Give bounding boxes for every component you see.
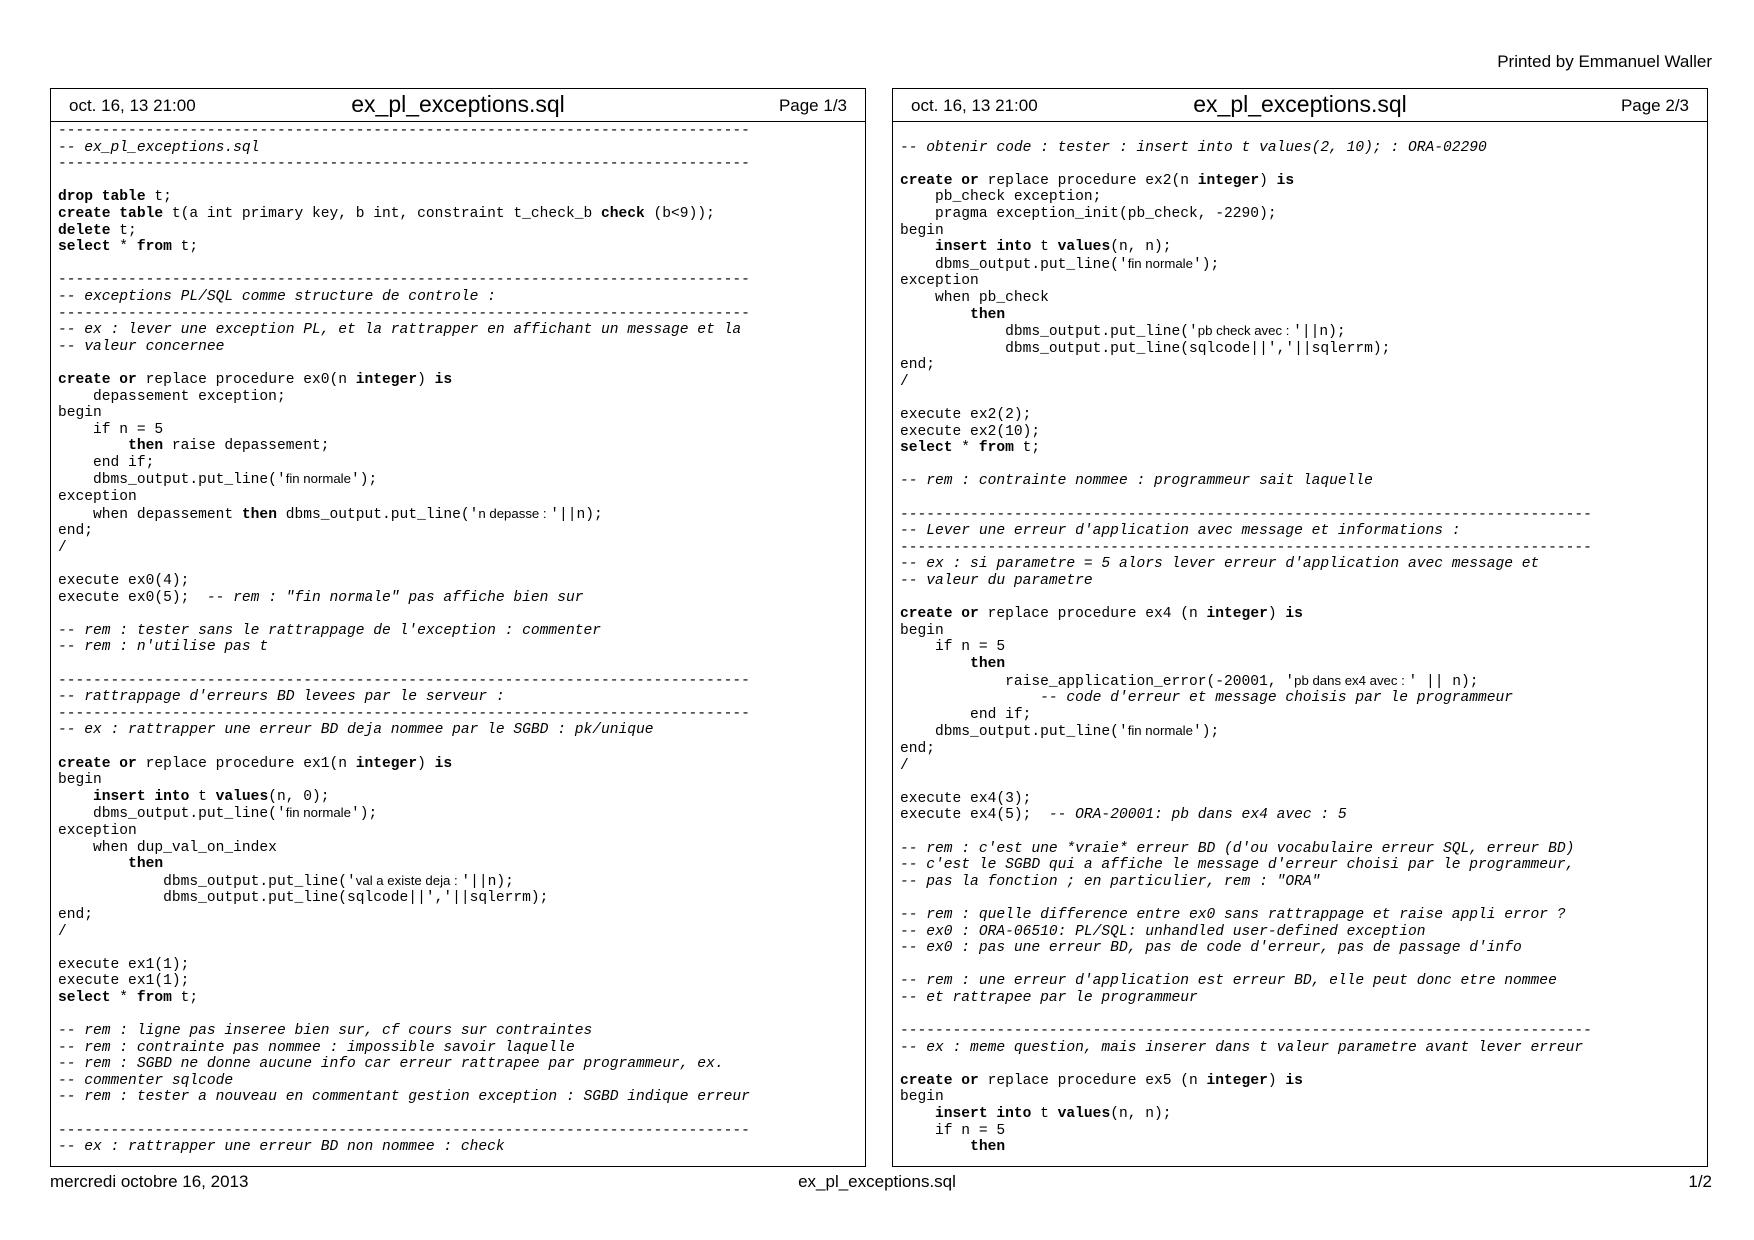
code-token: /	[58, 539, 67, 556]
code-token: -- ex : rattrapper une erreur BD deja nommee par le SGBD : pk/unique	[58, 722, 654, 739]
code-token: t;	[145, 189, 172, 206]
code-listing-2	[900, 123, 1701, 1164]
code-token: dbms_output.put_line(sqlcode||','||sqlerrm);	[58, 890, 549, 907]
code-token: ');	[350, 472, 378, 489]
header-date: oct. 16, 13 21:00	[69, 96, 196, 115]
code-token: from	[136, 989, 172, 1006]
code-token: -- valeur concernee	[58, 338, 225, 355]
code-token: end;	[900, 740, 936, 757]
code-token: -- rem : contrainte pas nommee : impossible savoir laquelle	[58, 1039, 575, 1056]
code-token: t(a int primary key, b int, constraint t_check_b	[163, 205, 601, 222]
code-token: -- obtenir code : tester : insert into t values(2, 10); : ORA-02290	[900, 139, 1487, 156]
code-token: create or	[58, 371, 137, 388]
code-token: then	[970, 656, 1006, 672]
code-token: delete	[58, 222, 111, 239]
code-token: -- code d'erreur et message choisis par le programmeur	[1040, 690, 1514, 707]
code-token: execute ex0(5);	[58, 589, 207, 606]
code-token: -------------------------------------------------------------------------------	[58, 305, 750, 322]
code-token: dbms_output.put_line(sqlcode||','||sqlerrm);	[900, 340, 1391, 357]
code-token: end;	[900, 357, 936, 374]
code-token	[900, 307, 970, 323]
code-token: pb check avec :	[1197, 323, 1294, 339]
code-token: -------------------------------------------------------------------------------	[58, 156, 750, 173]
code-token: -- ex0 : pas une erreur BD, pas de code d'erreur, pas de passage d'info	[900, 940, 1522, 957]
code-token: raise depassement;	[163, 438, 330, 455]
code-token: is	[1276, 172, 1295, 189]
page-header-2	[893, 89, 1707, 122]
code-token: -- exceptions PL/SQL comme structure de controle :	[58, 288, 496, 305]
code-token: )	[417, 755, 435, 772]
code-token: integer	[1206, 1072, 1268, 1089]
code-token: end;	[58, 906, 94, 923]
code-token	[58, 856, 128, 872]
code-token: -- rem : n'utilise pas t	[58, 639, 269, 656]
header-filename: ex_pl_exceptions.sql	[351, 91, 565, 117]
code-token: begin	[58, 405, 102, 422]
code-token: -- c'est le SGBD qui a affiche le message d'erreur choisi par le programmeur,	[900, 857, 1575, 874]
code-token: integer	[1197, 172, 1260, 189]
code-token: create or	[900, 606, 979, 623]
code-token: n depasse :	[478, 505, 551, 521]
code-token	[900, 1139, 970, 1155]
code-token: -------------------------------------------------------------------------------	[900, 506, 1592, 523]
code-token: '||n);	[461, 873, 514, 890]
code-token: -- et rattrapee par le programmeur	[900, 989, 1198, 1006]
code-token: (n, n);	[1110, 1106, 1172, 1123]
code-token: from	[136, 239, 172, 256]
code-token: end;	[58, 523, 94, 540]
code-token: begin	[58, 772, 102, 789]
code-token: then	[241, 506, 277, 523]
code-token: if n = 5	[58, 421, 164, 438]
code-token: replace procedure ex4 (n	[978, 606, 1207, 623]
code-token: t;	[171, 239, 199, 256]
code-token: *	[110, 989, 137, 1006]
code-token: pb dans ex4 avec :	[1294, 672, 1409, 688]
code-token: exception	[58, 489, 137, 506]
code-token: /	[58, 923, 67, 940]
footer-sheet-number: 1/2	[1688, 1172, 1712, 1191]
code-token	[58, 438, 128, 454]
code-token: replace procedure ex5 (n	[978, 1072, 1207, 1089]
code-token: fin normale	[285, 471, 351, 487]
code-token: is	[1285, 1072, 1303, 1089]
code-token: -- rem : une erreur d'application est erreur BD, elle peut donc etre nommee	[900, 973, 1557, 990]
code-token: -- rem : contrainte nommee : programmeur sait laquelle	[900, 473, 1373, 490]
code-token: depassement exception;	[58, 388, 286, 405]
code-token: )	[417, 371, 435, 388]
code-token: dbms_output.put_line('	[58, 806, 286, 823]
code-token: begin	[900, 1089, 944, 1106]
code-token: -- rem : tester a nouveau en commentant gestion exception : SGBD indique erreur	[58, 1089, 750, 1106]
code-token: integer	[1206, 606, 1268, 623]
code-token: execute ex2(2);	[900, 407, 1032, 424]
code-token: integer	[355, 371, 418, 388]
header-page-number: Page 2/3	[1620, 96, 1689, 115]
code-token: execute ex1(1);	[58, 973, 190, 990]
code-token: -------------------------------------------------------------------------------	[900, 1023, 1592, 1040]
code-token: replace procedure ex1(n	[136, 755, 356, 772]
code-token: -------------------------------------------------------------------------------	[58, 672, 750, 689]
header-page-number: Page 1/3	[778, 96, 847, 115]
code-token: replace procedure ex0(n	[136, 371, 356, 388]
code-token: t	[1031, 1106, 1058, 1123]
code-token: execute ex0(4);	[58, 573, 190, 590]
code-token: -------------------------------------------------------------------------------	[58, 272, 750, 289]
code-token: fin normale	[285, 805, 351, 821]
code-token: create or	[900, 172, 979, 189]
code-token: from	[978, 440, 1014, 457]
code-token: (b<9));	[644, 205, 715, 222]
code-token: select	[58, 989, 111, 1006]
code-token: exception	[58, 822, 137, 839]
code-token: is	[1285, 606, 1303, 623]
code-token: if n = 5	[900, 639, 1006, 656]
code-token: dbms_output.put_line('	[900, 724, 1128, 741]
code-token: dbms_output.put_line('	[58, 472, 286, 489]
code-token: -- rem : c'est une *vraie* erreur BD (d'ou vocabulaire erreur SQL, erreur BD)	[900, 840, 1575, 857]
code-token: raise_application_error(-20001, '	[900, 673, 1295, 690]
code-token: end if;	[58, 454, 155, 471]
code-token: values	[1057, 1106, 1111, 1123]
code-token: pb_check exception;	[900, 189, 1102, 206]
code-token: *	[110, 239, 137, 256]
code-token: values	[1057, 239, 1111, 256]
code-token: (n, 0);	[268, 788, 330, 805]
code-token: insert into	[93, 788, 190, 805]
code-token: check	[600, 205, 645, 222]
code-token	[900, 1106, 935, 1122]
code-token: -- rem : tester sans le rattrappage de l'exception : commenter	[58, 622, 601, 639]
code-token: /	[900, 757, 909, 774]
code-token: )	[1267, 606, 1286, 623]
code-token: then	[970, 306, 1006, 323]
code-token: t	[189, 788, 216, 805]
code-page-2	[892, 88, 1708, 1167]
code-token: when dup_val_on_index	[58, 839, 277, 856]
code-token	[900, 690, 1040, 706]
printed-by: Printed by Emmanuel Waller	[1497, 52, 1712, 71]
code-token: select	[58, 239, 111, 256]
code-token: integer	[355, 755, 418, 772]
code-token: insert into	[935, 1106, 1032, 1123]
code-token: then	[128, 438, 164, 455]
code-token: -------------------------------------------------------------------------------	[58, 1122, 750, 1139]
code-token: -- rem : SGBD ne donne aucune info car erreur rattrapee par programmeur, ex.	[58, 1056, 724, 1073]
code-token: create or	[900, 1072, 979, 1089]
code-token: )	[1267, 1072, 1286, 1089]
code-token: -- ex_pl_exceptions.sql	[58, 139, 260, 156]
code-token: values	[215, 788, 269, 805]
code-token: '||n);	[1293, 324, 1346, 341]
code-token: ' || n);	[1408, 673, 1479, 690]
code-token: if n = 5	[900, 1122, 1006, 1139]
code-token: is	[434, 371, 453, 388]
code-token: when depassement	[58, 506, 242, 523]
code-token: execute ex4(5);	[900, 807, 1049, 824]
code-token: when pb_check	[900, 289, 1049, 306]
code-token: exception	[900, 273, 979, 290]
code-token: execute ex4(3);	[900, 790, 1032, 807]
code-token: -- pas la fonction ; en particulier, rem : "ORA"	[900, 873, 1321, 890]
code-token: replace procedure ex2(n	[978, 172, 1198, 189]
header-filename: ex_pl_exceptions.sql	[1193, 91, 1407, 117]
code-token: '||n);	[550, 506, 603, 523]
code-token: end if;	[900, 706, 1032, 723]
page-header-1	[51, 89, 865, 122]
code-token: -- Lever une erreur d'application avec message et informations :	[900, 523, 1461, 540]
code-token: t;	[110, 222, 137, 239]
code-token: t	[1031, 239, 1058, 256]
code-token: -------------------------------------------------------------------------------	[58, 123, 750, 139]
code-token: begin	[900, 622, 944, 639]
code-token: insert into	[935, 239, 1032, 256]
code-token: t;	[1013, 440, 1041, 457]
code-token: -- ex0 : ORA-06510: PL/SQL: unhandled user-defined exception	[900, 923, 1426, 940]
code-token: ');	[1192, 256, 1220, 273]
code-token	[900, 239, 935, 255]
code-token: val a existe deja :	[355, 872, 462, 888]
code-token: -- ex : rattrapper une erreur BD non nommee : check	[58, 1139, 505, 1156]
code-token: dbms_output.put_line('	[900, 256, 1128, 273]
header-date: oct. 16, 13 21:00	[911, 96, 1038, 115]
code-token: -- rattrappage d'erreurs BD levees par le serveur :	[58, 689, 505, 706]
code-token: t;	[171, 989, 199, 1006]
code-token: begin	[900, 222, 944, 239]
code-token: dbms_output.put_line('	[900, 324, 1198, 341]
code-listing-1	[58, 123, 859, 1164]
code-token: dbms_output.put_line('	[58, 873, 356, 890]
code-token: ');	[1192, 724, 1220, 741]
footer-filename: ex_pl_exceptions.sql	[798, 1172, 956, 1191]
code-token: -- ex : meme question, mais inserer dans t valeur parametre avant lever erreur	[900, 1039, 1584, 1056]
code-token: is	[434, 755, 453, 772]
code-token: -- ex : si parametre = 5 alors lever erreur d'application avec message et	[900, 556, 1540, 573]
footer-date: mercredi octobre 16, 2013	[50, 1172, 249, 1191]
code-token: -- rem : quelle difference entre ex0 sans rattrappage et raise appli error ?	[900, 906, 1566, 923]
code-token: execute ex2(10);	[900, 423, 1041, 440]
code-token: fin normale	[1127, 723, 1193, 739]
code-token: -- rem : ligne pas inseree bien sur, cf cours sur contraintes	[58, 1023, 593, 1040]
code-token: (n, n);	[1110, 239, 1172, 256]
code-token: -------------------------------------------------------------------------------	[900, 539, 1592, 556]
code-token: -------------------------------------------------------------------------------	[58, 705, 750, 722]
code-token: )	[1259, 172, 1277, 189]
code-token: -- ORA-20001: pb dans ex4 avec : 5	[1048, 807, 1347, 824]
code-token: /	[900, 373, 909, 390]
code-token: -- rem : "fin normale" pas affiche bien sur	[206, 589, 584, 606]
code-token: -- ex : lever une exception PL, et la rattrapper en affichant un message et la	[58, 322, 742, 339]
code-token: -- valeur du parametre	[900, 573, 1093, 590]
code-token: ');	[350, 806, 378, 823]
code-token: dbms_output.put_line('	[276, 506, 479, 523]
code-token	[58, 789, 93, 805]
code-token	[900, 656, 970, 672]
code-token: create or	[58, 755, 137, 772]
code-page-1	[50, 88, 866, 1167]
code-token: pragma exception_init(pb_check, -2290);	[900, 205, 1277, 222]
code-token: then	[128, 856, 164, 873]
code-token: *	[952, 440, 979, 457]
code-token: drop table	[58, 189, 146, 206]
code-token: execute ex1(1);	[58, 956, 190, 973]
code-token: -- commenter sqlcode	[58, 1072, 234, 1089]
code-token: select	[900, 440, 953, 457]
code-token: fin normale	[1127, 255, 1193, 271]
code-token: create table	[58, 205, 164, 222]
code-token: then	[970, 1139, 1006, 1156]
